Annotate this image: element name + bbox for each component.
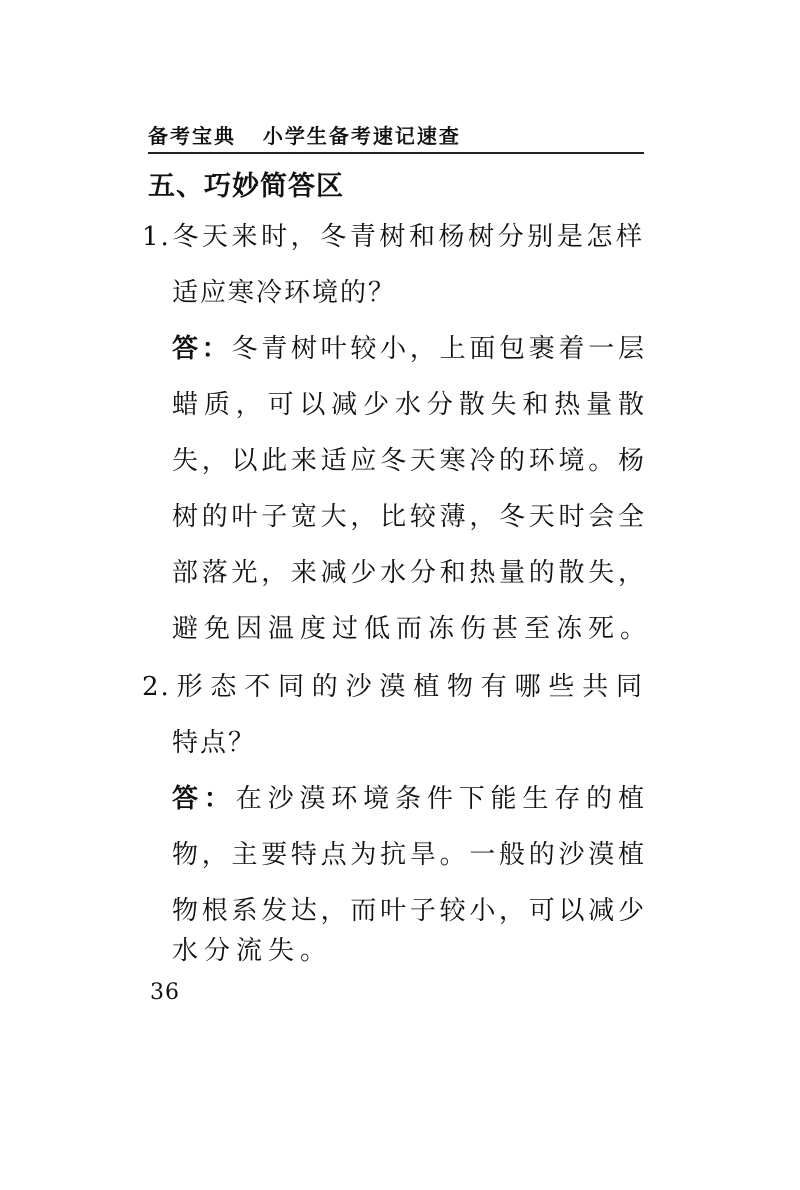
answer-2-line-3: 物根系发达，而叶子较小，可以减少: [172, 896, 644, 926]
answer-2-line-1: [172, 786, 644, 812]
answer-1-line-1-text: 冬青树叶较小，上面包裹着一层: [231, 334, 644, 364]
answer-1-line-5: 部落光，来减少水分和热量的散失，: [172, 558, 644, 588]
question-2-line-1: 2.形态不同的沙漠植物有哪些共同: [142, 672, 644, 702]
answer-1-line-6: 避免因温度过低而冻伤甚至冻死。: [172, 614, 653, 644]
answer-1-line-3: 失，以此来适应冬天寒冷的环境。杨: [172, 446, 644, 476]
answer-2-line-1-text: 在沙漠环境条件下能生存的植: [235, 784, 644, 814]
question-1-line-2: 适应寒冷环境的？: [172, 278, 397, 308]
header-text: [148, 120, 461, 149]
answer-1-line-2: 蜡质，可以减少水分散失和热量散: [172, 390, 644, 420]
answer-1-line-1: [172, 336, 644, 362]
header-book-title: 备考宝典: [148, 124, 236, 148]
answer-2-line-2: 物，主要特点为抗旱。一般的沙漠植: [172, 840, 644, 870]
running-header: [148, 118, 644, 154]
question-2-line-2: 特点？: [172, 728, 257, 758]
header-series-title: 小学生备考速记速查: [262, 124, 461, 148]
section-title: 五、巧妙简答区: [148, 171, 344, 202]
answer-2-label: 答：: [172, 784, 236, 814]
answer-1-label: 答：: [172, 334, 232, 364]
answer-1-line-4: 树的叶子宽大，比较薄，冬天时会全: [172, 502, 644, 532]
page-number: 36: [150, 980, 180, 1005]
answer-2-line-4: 水分流失。: [172, 936, 333, 966]
question-1-line-1: 1.冬天来时，冬青树和杨树分别是怎样: [142, 222, 644, 252]
